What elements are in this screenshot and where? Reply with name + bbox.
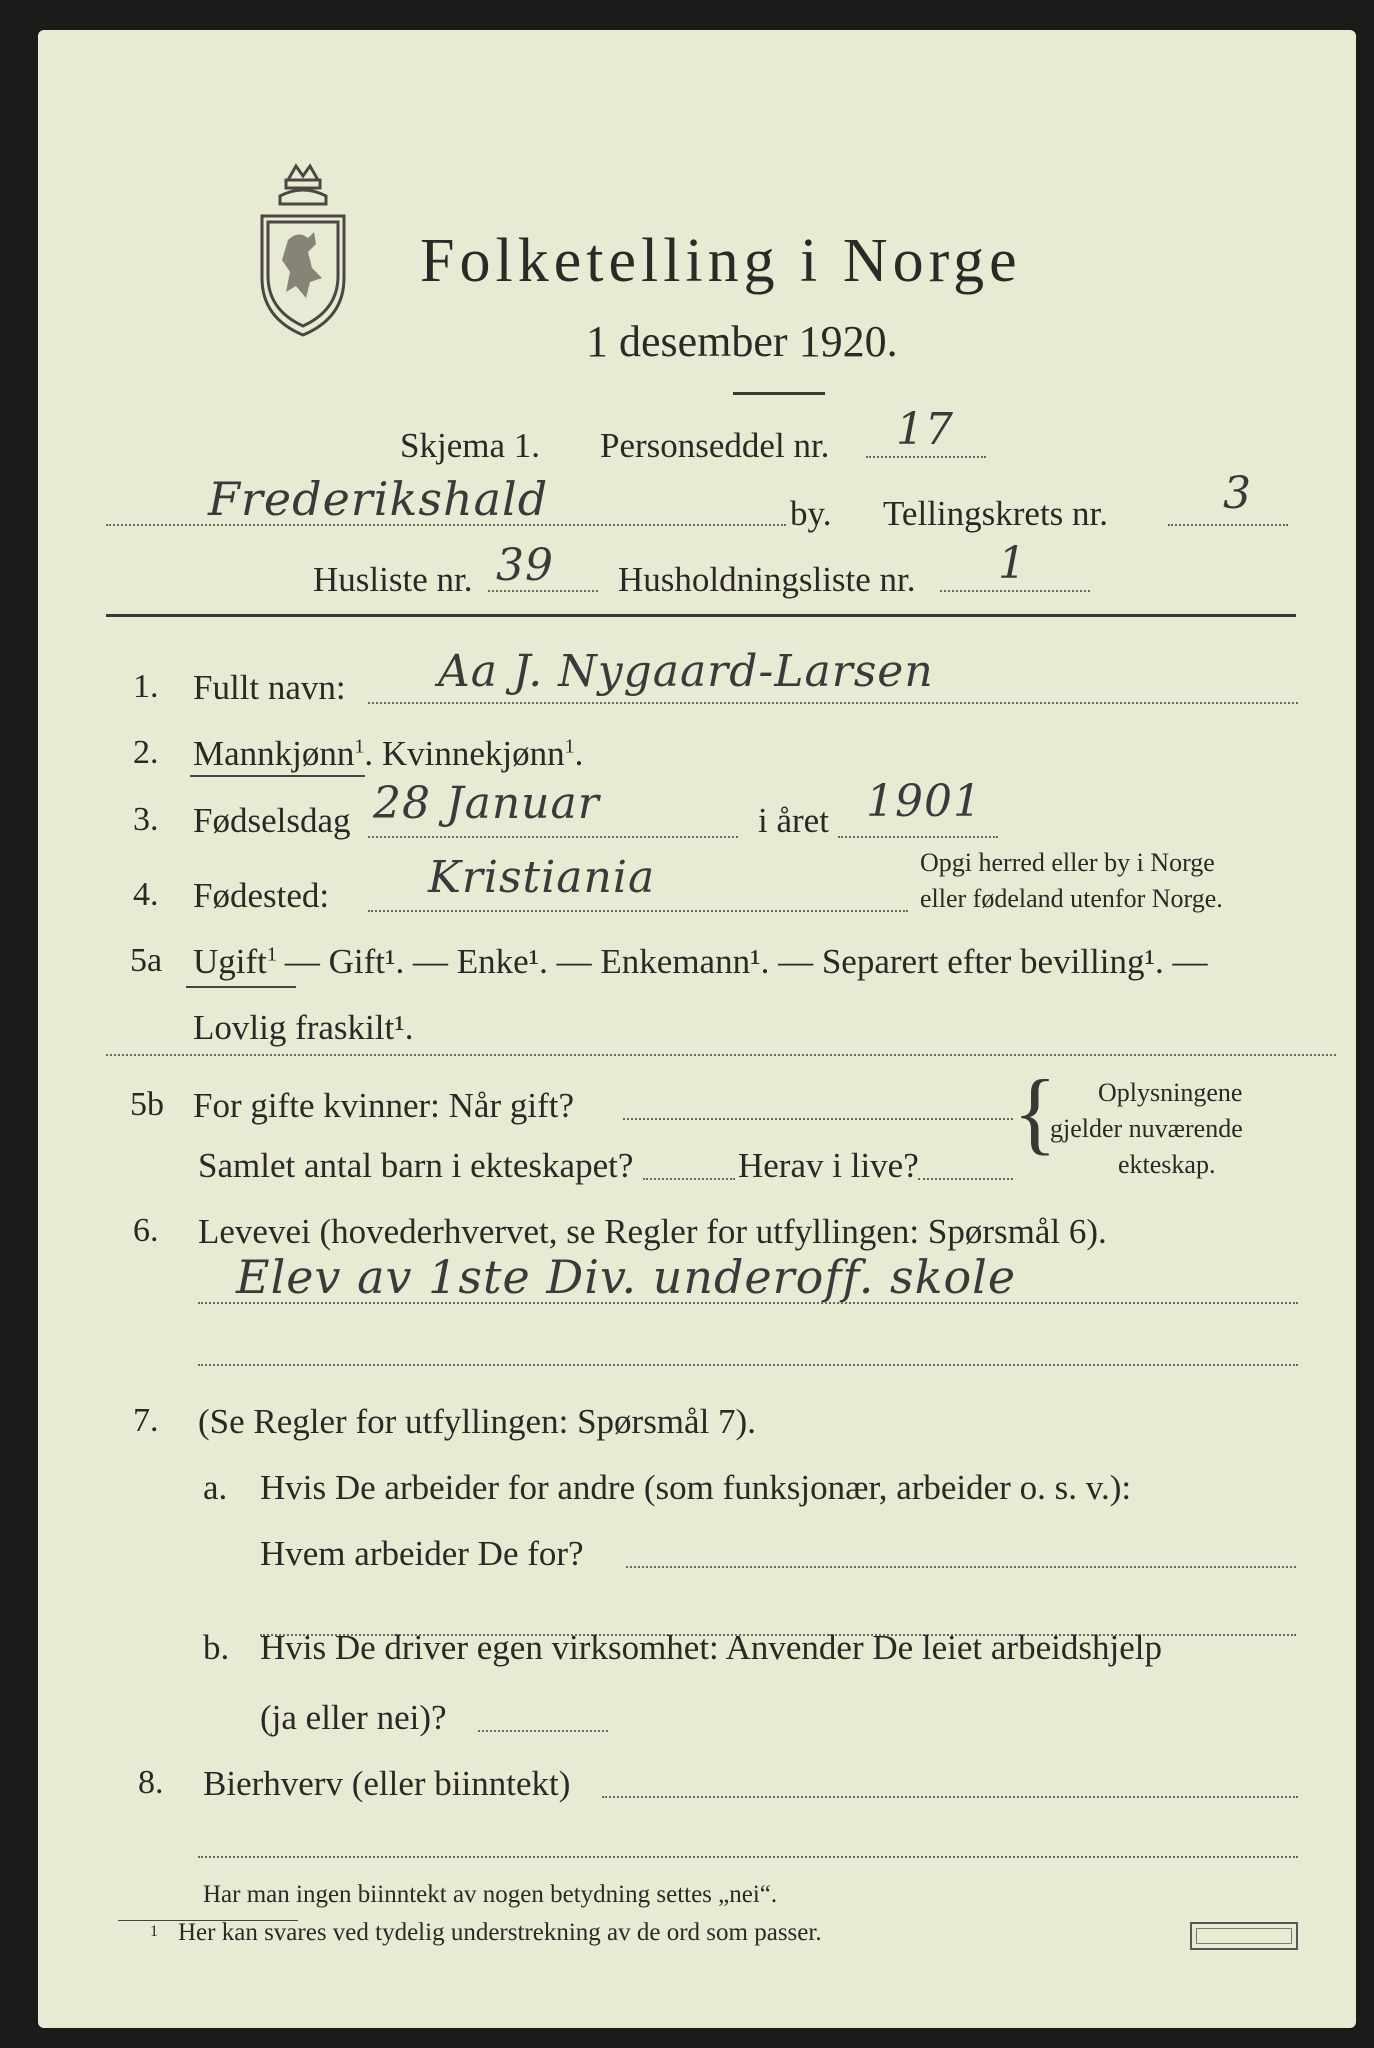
q3-label: Fødselsdag (193, 801, 351, 840)
q3-year-label: i året (758, 801, 829, 840)
census-form (38, 30, 1356, 2028)
tellingskrets-label: Tellingskrets nr. (883, 494, 1109, 533)
q6-value: Elev av 1ste Div. underoff. skole (236, 1250, 1017, 1304)
personseddel-value: 17 (896, 404, 954, 455)
q7b-letter: b. (203, 1628, 230, 1667)
city-line (106, 524, 786, 526)
q5b-line-3 (918, 1178, 1013, 1180)
q8-number: 8. (138, 1764, 164, 1801)
q7-number: 7. (133, 1402, 159, 1439)
q8-label: Bierhverv (eller biinntekt) (203, 1764, 571, 1803)
form-title: Folketelling i Norge (420, 227, 1022, 295)
q5b-label-3: Herav i live? (738, 1146, 919, 1185)
q5b-label-2: Samlet antal barn i ekteskapet? (198, 1146, 634, 1185)
schema-label: Skjema 1. (400, 426, 540, 465)
q7a-letter: a. (203, 1468, 228, 1507)
q5a-ugift: Ugift (193, 942, 267, 981)
q1-line (368, 702, 1298, 704)
q6-number: 6. (133, 1212, 159, 1249)
husholdning-label: Husholdningsliste nr. (618, 560, 916, 599)
q5b-brace: { (1013, 1061, 1058, 1163)
q3-year-line (838, 836, 998, 838)
footer-note: Har man ingen biinntekt av nogen betydning settes „nei“. (203, 1881, 778, 1908)
q5b-label-1: For gifte kvinner: Når gift? (193, 1086, 575, 1125)
husholdning-value: 1 (998, 538, 1027, 589)
q6-line-2 (198, 1364, 1298, 1366)
footnote-text: Her kan svares ved tydelig understrekning av de ord som passer. (178, 1919, 822, 1946)
personseddel-label: Personseddel nr. (600, 426, 830, 465)
city-label: by. (790, 494, 832, 533)
q2-male-underline (190, 775, 365, 777)
q8-line-2 (198, 1856, 1298, 1858)
q5a-line2: Lovlig fraskilt¹. (193, 1008, 414, 1047)
q7a-line-1: Hvis De arbeider for andre (som funksjonær, arbeider o. s. v.): (260, 1468, 1132, 1507)
header-divider (106, 614, 1296, 617)
footnote-mark: 1 (150, 1923, 158, 1940)
tellingskrets-value: 3 (1223, 468, 1252, 519)
q2-options (193, 736, 583, 771)
q1-number: 1. (133, 668, 159, 705)
q5b-number: 5b (130, 1086, 164, 1123)
q7b-answer-line (478, 1730, 608, 1732)
husliste-value: 39 (496, 540, 554, 591)
q7a-line-2: Hvem arbeider De for? (260, 1534, 584, 1573)
q6-line-1 (198, 1302, 1298, 1304)
city-value: Frederikshald (208, 472, 549, 526)
q3-year-value: 1901 (866, 776, 982, 827)
q4-number: 4. (133, 876, 159, 913)
q5a-options (193, 944, 1207, 979)
q5a-number: 5a (130, 942, 163, 979)
personseddel-line (866, 456, 986, 458)
q4-note-1: Opgi herred eller by i Norge (920, 848, 1215, 877)
q3-day-value: 28 Januar (373, 778, 600, 829)
q1-value: Aa J. Nygaard-Larsen (438, 646, 934, 697)
title-divider (733, 392, 825, 395)
norway-coat-of-arms-icon (248, 160, 358, 340)
q3-day-line (368, 836, 738, 838)
q5b-note-2: gjelder nuværende (1050, 1114, 1243, 1143)
q4-value: Kristiania (428, 852, 656, 903)
q7b-line-2: (ja eller nei)? (260, 1698, 447, 1737)
husholdning-line (940, 590, 1090, 592)
q3-number: 3. (133, 801, 159, 838)
q2-dot: . (364, 734, 374, 773)
q4-line (368, 910, 908, 912)
q7-label: (Se Regler for utfyllingen: Spørsmål 7). (198, 1402, 756, 1441)
q1-label: Fullt navn: (193, 668, 346, 707)
q6-label: Levevei (hovederhvervet, se Regler for utfyllingen: Spørsmål 6). (198, 1212, 1107, 1251)
q2-end: . (574, 734, 584, 773)
q4-note-2: eller fødeland utenfor Norge. (920, 884, 1223, 913)
printer-stamp (1190, 1922, 1298, 1950)
q5b-line-1 (623, 1118, 1013, 1120)
q4-label: Fødested: (193, 876, 330, 915)
q2-female: Kvinnekjønn (381, 734, 565, 773)
q7a-answer-line-1 (626, 1566, 1296, 1568)
tellingskrets-line (1168, 524, 1288, 526)
husliste-label: Husliste nr. (313, 560, 473, 599)
q5a-ugift-underline (186, 986, 296, 988)
q5a-rest: — Gift¹. — Enke¹. — Enkemann¹. — Separert efter bevilling¹. — (284, 942, 1208, 981)
census-date: 1 desember 1920. (586, 317, 898, 366)
q8-line-1 (602, 1796, 1298, 1798)
q7b-line-1: Hvis De driver egen virksomhet: Anvender De leiet arbeidshjelp (260, 1628, 1162, 1667)
q2-sup2: 1 (564, 735, 575, 758)
q2-number: 2. (133, 734, 159, 771)
section-divider-1 (106, 1054, 1336, 1056)
q5a-sup: 1 (266, 943, 277, 966)
q5b-line-2 (643, 1178, 735, 1180)
q2-sup1: 1 (354, 735, 365, 758)
q5b-note-1: Oplysningene (1098, 1078, 1243, 1107)
q2-male: Mannkjønn (193, 734, 355, 773)
q5b-note-3: ekteskap. (1118, 1150, 1216, 1179)
